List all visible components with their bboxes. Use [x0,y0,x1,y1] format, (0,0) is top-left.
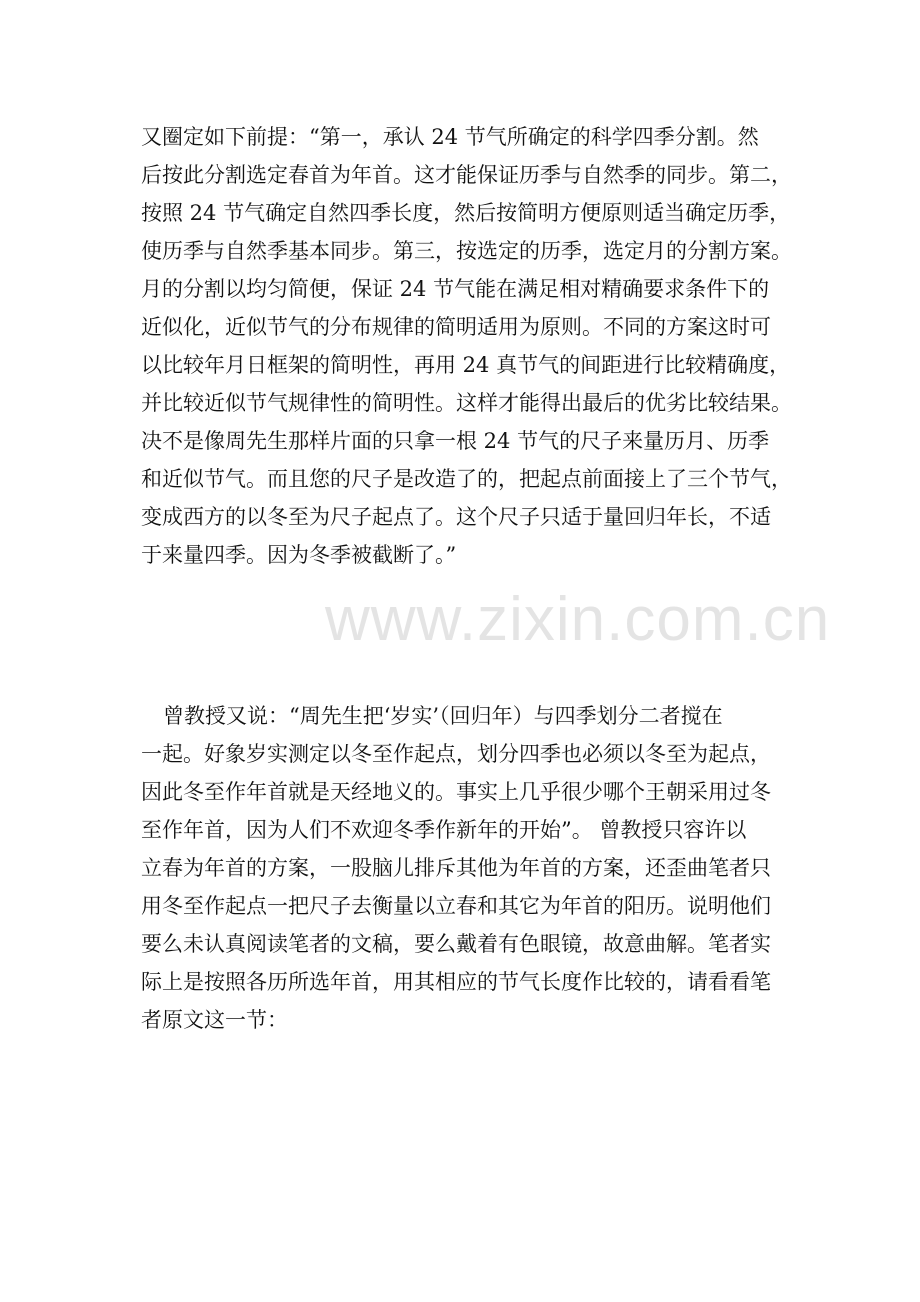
text-line: 至作年首，因为人们不欢迎冬季作新年的开始”。 曾教授只容许以 [141,818,747,842]
text-line: 变成西方的以冬至为尺子起点了。这个尺子只适于量回归年长，不适 [141,505,771,529]
text-line: 按照 24 节气确定自然四季长度，然后按简明方便原则适当确定历季， [141,201,791,225]
watermark-container [0,575,1,576]
text-line: 要么未认真阅读笔者的文稿，要么戴着有色眼镜，故意曲解。笔者实 [141,932,771,956]
text-line: 用冬至作起点一把尺子去衡量以立春和其它为年首的阳历。说明他们 [141,894,771,918]
watermark: www.zixin.com.cn [325,585,831,654]
text-line: 于来量四季。因为冬季被截断了。” [141,543,457,567]
text-line: 曾教授又说：“周先生把‘岁实’（回归年）与四季划分二者搅在 [163,704,723,728]
text-line: 并比较近似节气规律性的简明性。这样才能得出最后的优劣比较结果。 [141,391,792,415]
text-line: 和近似节气。而且您的尺子是改造了的，把起点前面接上了三个节气， [141,467,792,491]
text-line: 因此冬至作年首就是天经地义的。事实上几乎很少哪个王朝采用过冬 [141,780,771,804]
text-line: 决不是像周先生那样片面的只拿一根 24 节气的尺子来量历月、历季 [141,429,770,453]
text-line: 者原文这一节： [141,1008,288,1032]
text-line: 近似化，近似节气的分布规律的简明适用为原则。不同的方案这时可 [141,315,771,339]
text-line: 使历季与自然季基本同步。第三，按选定的历季，选定月的分割方案。 [141,239,792,263]
text-line: 以比较年月日框架的简明性，再用 24 真节气的间距进行比较精确度， [141,353,791,377]
text-line: 立春为年首的方案，一股脑儿排斥其他为年首的方案，还歪曲笔者只 [141,856,771,880]
text-line: 又圈定如下前提：“第一，承认 24 节气所确定的科学四季分割。然 [141,125,759,149]
paragraph-2 [141,697,791,1039]
text-line: 月的分割以均匀简便，保证 24 节气能在满足相对精确要求条件下的 [141,277,770,301]
paragraph-1 [141,118,791,574]
text-line: 际上是按照各历所选年首，用其相应的节气长度作比较的，请看看笔 [141,970,771,994]
text-line: 一起。好象岁实测定以冬至作起点，划分四季也必须以冬至为起点， [141,742,771,766]
text-line: 后按此分割选定春首为年首。这才能保证历季与自然季的同步。第二， [141,163,792,187]
